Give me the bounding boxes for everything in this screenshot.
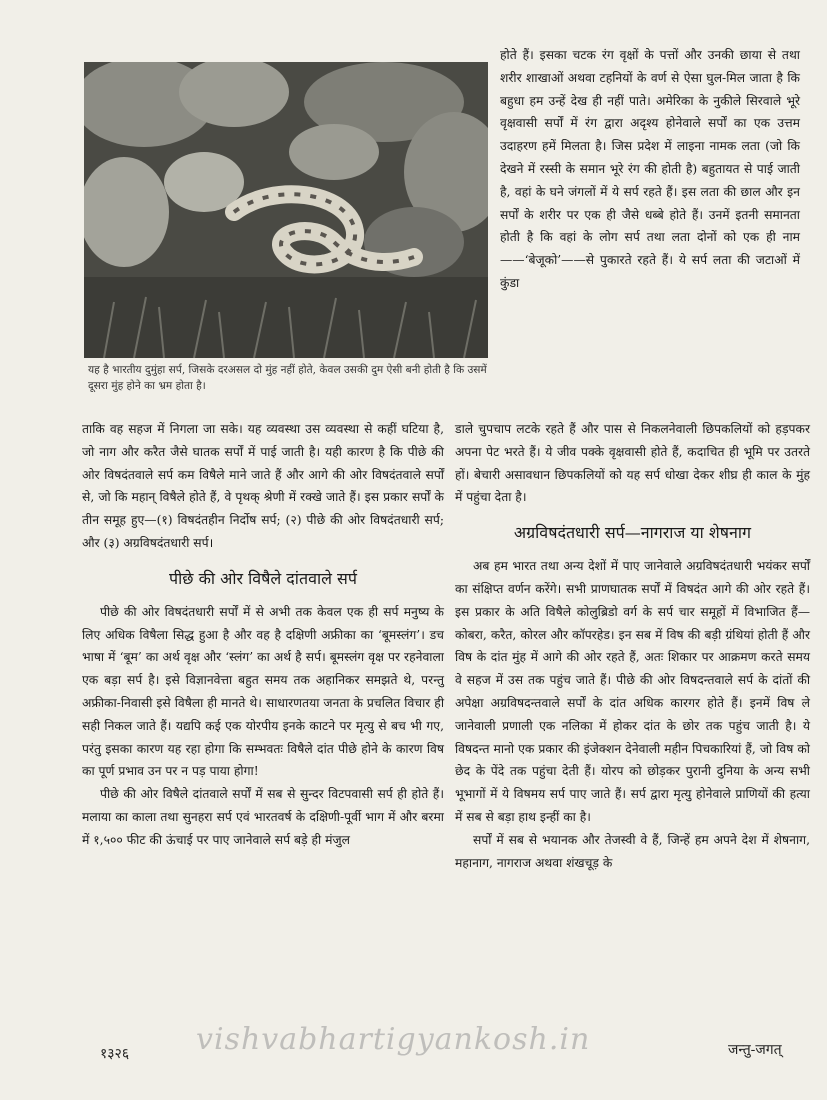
- section-heading: पीछे की ओर विषैले दांतवाले सर्प: [169, 568, 357, 588]
- watermark: vishvabhartigyankosh.in: [196, 1022, 591, 1057]
- paragraph: पीछे की ओर विषैले दांतवाले सर्पों में सब से सुन्दर विटपवासी सर्प ही होते हैं। मलाया का काला तथा सुनहरा सर्प एवं भारतवर्ष के दक्षिणी-पूर्वी भाग में और बरमा में १,५०० फीट की ऊंचाई पर पाए जानेवाले सर्प बड़े ही मंजुल: [82, 787, 444, 847]
- running-head: जन्तु-जगत्: [728, 1042, 782, 1058]
- right-column: [455, 418, 810, 874]
- paragraph: डाले चुपचाप लटके रहते हैं और पास से निकलनेवाली छिपकलियों को हड़पकर अपना पेट भरते हैं। ये जीव पक्के वृक्षवासी होते हैं, कदाचित ही भूमि पर उतरते हों। बेचारी असावधान छिपकलियों को यह सर्प धोखा देकर शीघ्र ही काल के मुंह में पहुंचा देता है।: [455, 422, 810, 505]
- paragraph: होते हैं। इसका चटक रंग वृक्षों के पत्तों और उनकी छाया से तथा शरीर शाखाओं अथवा टहनियों के वर्ण से ऐसा घुल-मिल जाता है कि बहुधा हम उन्हें देख ही नहीं पाते। अमेरिका के नुकीले सिरवाले भूरे वृक्षवासी सर्पों में रंग द्वारा अदृश्य होनेवाले सर्पों का एक उत्तम उदाहरण हमें मिलता है। जिस प्रदेश में लाइना नामक लता (जो कि देखने में रस्सी के समान भूरे रंग की होती है) बहुतायत से पाई जाती है, वहां के घने जंगलों में ये सर्प रहते हैं। इस लता की छाल और इन सर्पों के शरीर पर एक ही जैसे धब्बे होते हैं। उनमें इतनी समानता होती है कि वहां के लोग सर्प तथा लता दोनों को एक ही नाम——‘बेजूको’——से पुकारते रहते हैं। ये सर्प लता की जटाओं में कुंडा: [500, 48, 800, 290]
- paragraph: ताकि वह सहज में निगला जा सके। यह व्यवस्था उस व्यवस्था से कहीं घटिया है, जो नाग और करैत जैसे घातक सर्पों में पाई जाती है। यही कारण है कि पीछे की ओर विषदंतवाले सर्प कम विषैले माने जाते हैं और आगे की ओर विषदंतवाले सर्पों से, जो कि महान् विषैले होते हैं, वे पृथक् श्रेणी में रक्खे जाते हैं। इस प्रकार सर्पों के तीन समूह हुए—(१) विषदंतहीन निर्दोष सर्प; (२) पीछे की ओर विषदंतधारी सर्प; और (३) अग्रविषदंतधारी सर्प।: [82, 422, 444, 550]
- photo-caption: यह है भारतीय दुमुंहा सर्प, जिसके दरअसल दो मुंह नहीं होते, केवल उसकी दुम ऐसी बनी होती है कि उसमें दूसरा मुंह होने का भ्रम होता है।: [88, 364, 487, 392]
- paragraph: पीछे की ओर विषदंतधारी सर्पों में से अभी तक केवल एक ही सर्प मनुष्य के लिए अधिक विषैला सिद्ध हुआ है और वह है दक्षिणी अफ्रीका का ‘बूमस्लंग’। डच भाषा में ‘बूम’ का अर्थ वृक्ष और ‘स्लंग’ का अर्थ है सर्प। बूमस्लंग वृक्ष पर रहनेवाला एक बड़ा सर्प है। इसे विज्ञानवेत्ता बहुत समय तक अहानिकर समझते थे, परन्तु अफ्रीका-निवासी इसे विषैला ही मानते थे। साधारणतया जनता के प्रचलित विचार ही सही निकल जाते हैं। यद्यपि कई एक योरपीय इनके काटने पर मृत्यु से बच भी गए, परंतु इसका कारण यह रहा होगा कि सम्भवतः विषैले दांत पीछे होने के कारण विष का पूर्ण प्रभाव उन पर न पड़ पाया होगा!: [82, 604, 444, 779]
- left-column: [82, 418, 444, 852]
- paragraph: अब हम भारत तथा अन्य देशों में पाए जानेवाले अग्रविषदंतधारी भयंकर सर्पों का संक्षिप्त वर्णन करेंगे। सभी प्राणघातक सर्पों में विषदंत आगे की ओर रहते हैं। इस प्रकार के अति विषैले कोलुब्रिडो वर्ग के सर्प चार समूहों में विभाजित हैं—कोबरा, करैत, कोरल और कॉपरहेड। इन सब में विष की बड़ी ग्रंथियां होती हैं और विष के दांत मुंह में आगे की ओर रहते हैं, अतः शिकार पर आक्रमण करते समय वे सहज में उस तक पहुंच जाते हैं। पीछे की ओर विषदन्तवाले सर्प के दांतों की अपेक्षा अग्रविषदन्तवाले सर्पों के दांत अधिक कारगर होते हैं। इनमें विष ले जानेवाली प्रणाली एक नलिका में होकर दांत के छोर तक पहुंच जाती है। ये विषदन्त मानो एक प्रकार की इंजेक्शन देनेवाली महीन पिचकारियां हैं, जो विष को छेद के पेंदे तक पहुंचा देती हैं। योरप को छोड़कर पुरानी दुनिया के अन्य सभी भूभागों में ये विषमय सर्प पाए जाते हैं। सर्प द्वारा मृत्यु होनेवाले प्राणियों की हत्या में सब से बड़ा हाथ इन्हीं का है।: [455, 559, 810, 824]
- paragraph: सर्पों में सब से भयानक और तेजस्वी वे हैं, जिन्हें हम अपने देश में शेषनाग, महानाग, नागराज अथवा शंखचूड़ के: [455, 832, 810, 870]
- snake-photo: [84, 62, 488, 358]
- page-number: १३२६: [100, 1046, 130, 1062]
- section-heading: अग्रविषदंतधारी सर्प—नागराज या शेषनाग: [513, 523, 752, 543]
- snake-photo-icon: [84, 62, 488, 358]
- right-top-column: [500, 44, 800, 295]
